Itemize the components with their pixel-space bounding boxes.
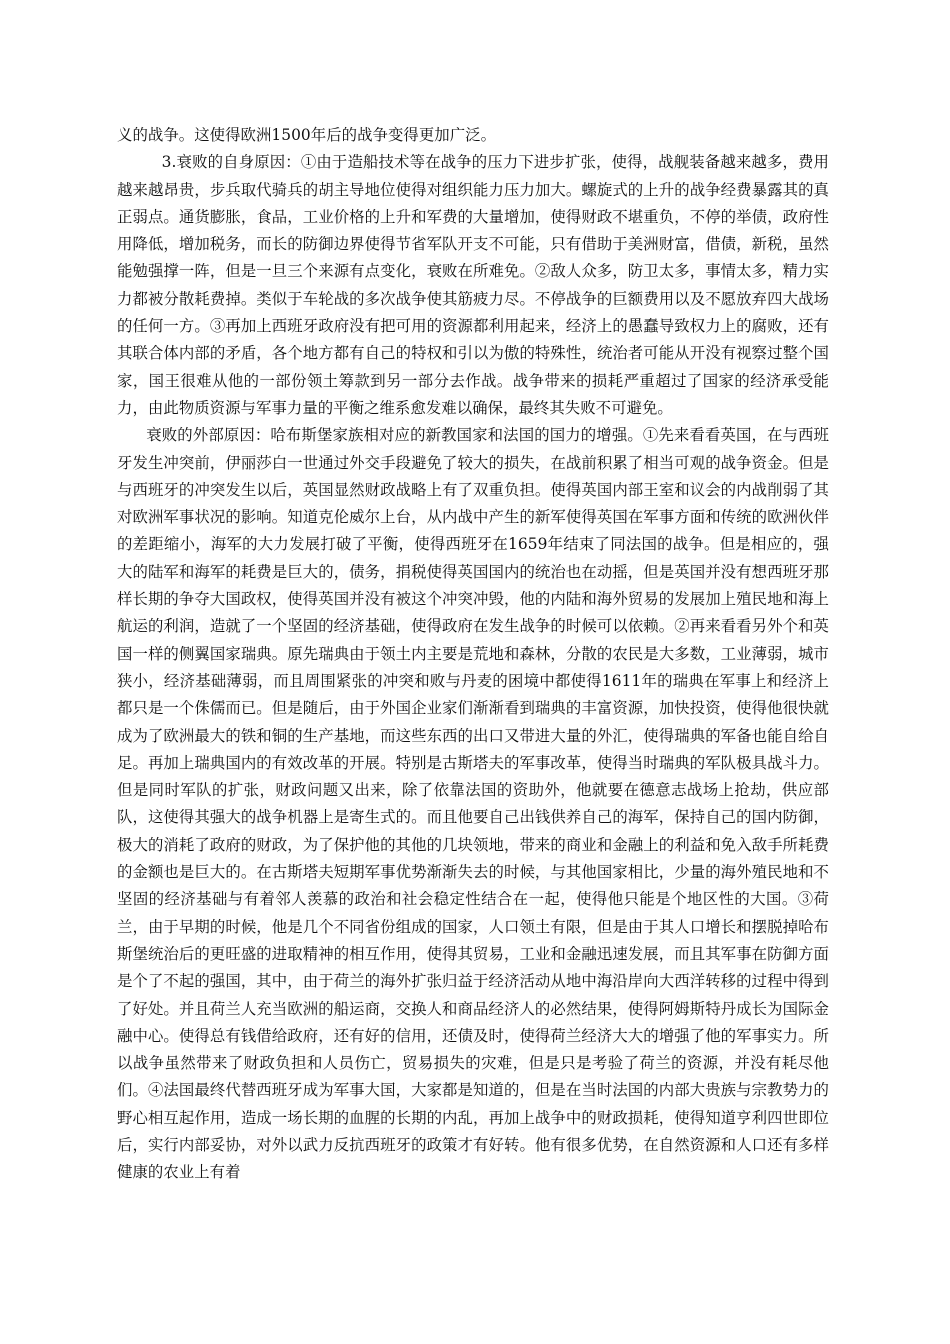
paragraph-internal-causes: 3.衰败的自身原因：①由于造船技术等在战争的压力下进步扩张，使得，战舰装备越来越多，费用越来越昂贵，步兵取代骑兵的胡主导地位使得对组织能力压力加大。螺旋式的上升的战争经费暴露其的真正弱点。通货膨胀，食品，工业价格的上升和军费的大量增加，使得财政不堪重负，不停的举债，政府性用降低，增加税务，而长的防御边界使得节省军队开支不可能，只有借助于美洲财富，借债，新税，虽然能勉强撑一阵，但是一旦三个来源有点变化，衰败在所难免。②敌人众多，防卫太多，事情太多，精力实力都被分散耗费掉。类似于车轮战的多次战争使其筋疲力尽。不停战争的巨额费用以及不愿放弃四大战场的任何一方。③再加上西班牙政府没有把可用的资源都利用起来，经济上的愚蠢导致权力上的腐败，还有其联合体内部的矛盾，各个地方都有自己的特权和引以为傲的特殊性，统治者可能从开没有视察过整个国家，国王很难从他的一部份领土筹款到另一部分去作战。战争带来的损耗严重超过了国家的经济承受能力，由此物质资源与军事力量的平衡之维系愈发难以确保，最终其失败不可避免。 xyxy=(117,153,829,417)
body-text xyxy=(117,122,829,1187)
paragraph-external-causes: 衰败的外部原因：哈布斯堡家族相对应的新教国家和法国的国力的增强。①先来看看英国，在与西班牙发生冲突前，伊丽莎白一世通过外交手段避免了较大的损失，在战前积累了相当可观的战争资金。但是与西班牙的冲突发生以后，英国显然财政战略上有了双重负担。使得英国内部王室和议会的内战削弱了其对欧洲军事状况的影响。知道克伦威尔上台，从内战中产生的新军使得英国在军事方面和传统的欧洲伙伴的差距缩小，海军的大力发展打破了平衡，使得西班牙在1659年结束了同法国的战争。但是相应的，强大的陆军和海军的耗费是巨大的，债务，捐税使得英国国内的统治也在动摇，但是英国并没有想西班牙那样长期的争夺大国政权，使得英国并没有被这个冲突冲毁，他的内陆和海外贸易的发展加上殖民地和海上航运的利润，造就了一个坚固的经济基础，使得政府在发生战争的时候可以依赖。②再来看看另外个和英国一样的侧翼国家瑞典。原先瑞典由于领土内主要是荒地和森林，分散的农民是大多数，工业薄弱，城市狭小，经济基础薄弱，而且周围紧张的冲突和败与丹麦的困境中都使得1611年的瑞典在军事上和经济上都只是一个侏儒而已。但是随后，由于外国企业家们渐渐看到瑞典的丰富资源，加快投资，使得他很快就成为了欧洲最大的铁和铜的生产基地，而这些东西的出口又带进大量的外汇，使得瑞典的军备也能自给自足。再加上瑞典国内的有效改革的开展。特别是古斯塔夫的军事改革，使得当时瑞典的军队极具战斗力。但是同时军队的扩张，财政问题又出来，除了依靠法国的资助外，他就要在德意志战场上抢劫，供应部队，这使得其强大的战争机器上是寄生式的。而且他要自己出钱供养自己的海军，保持自己的国内防御，极大的消耗了政府的财政，为了保护他的其他的几块领地，带来的商业和金融上的利益和免入敌手所耗费的金额也是巨大的。在古斯塔夫短期军事优势渐渐失去的时候，与其他国家相比，少量的海外殖民地和不坚固的经济基础与有着邻人羡慕的政治和社会稳定性结合在一起，使得他只能是个地区性的大国。③荷兰，由于早期的时候，他是几个不同省份组成的国家，人口领土有限，但是由于其人口增长和摆脱掉哈布斯堡统治后的更旺盛的进取精神的相互作用，使得其贸易，工业和金融迅速发展，而且其军事在防御方面是个了不起的强国，其中，由于荷兰的海外扩张归益于经济活动从地中海沿岸向大西洋转移的过程中得到了好处。并且荷兰人充当欧洲的船运商，交换人和商品经济人的必然结果，使得阿姆斯特丹成长为国际金融中心。使得总有钱借给政府，还有好的信用，还债及时，使得荷兰经济大大的增强了他的军事实力。所以战争虽然带来了财政负担和人员伤亡，贸易损失的灾难，但是只是考验了荷兰的资源，并没有耗尽他们。④法国最终代替西班牙成为军事大国，大家都是知道的，但是在当时法国的内部大贵族与宗教势力的野心相互起作用，造成一场长期的血腥的长期的内乱，再加上战争中的财政损耗，使得知道亨利四世即位后，实行内部妥协，对外以武力反抗西班牙的政策才有好转。他有很多优势，在自然资源和人口还有多样健康的农业上有着 xyxy=(117,426,829,1182)
paragraph-continuation: 义的战争。这使得欧洲1500年后的战争变得更加广泛。 xyxy=(117,126,497,144)
